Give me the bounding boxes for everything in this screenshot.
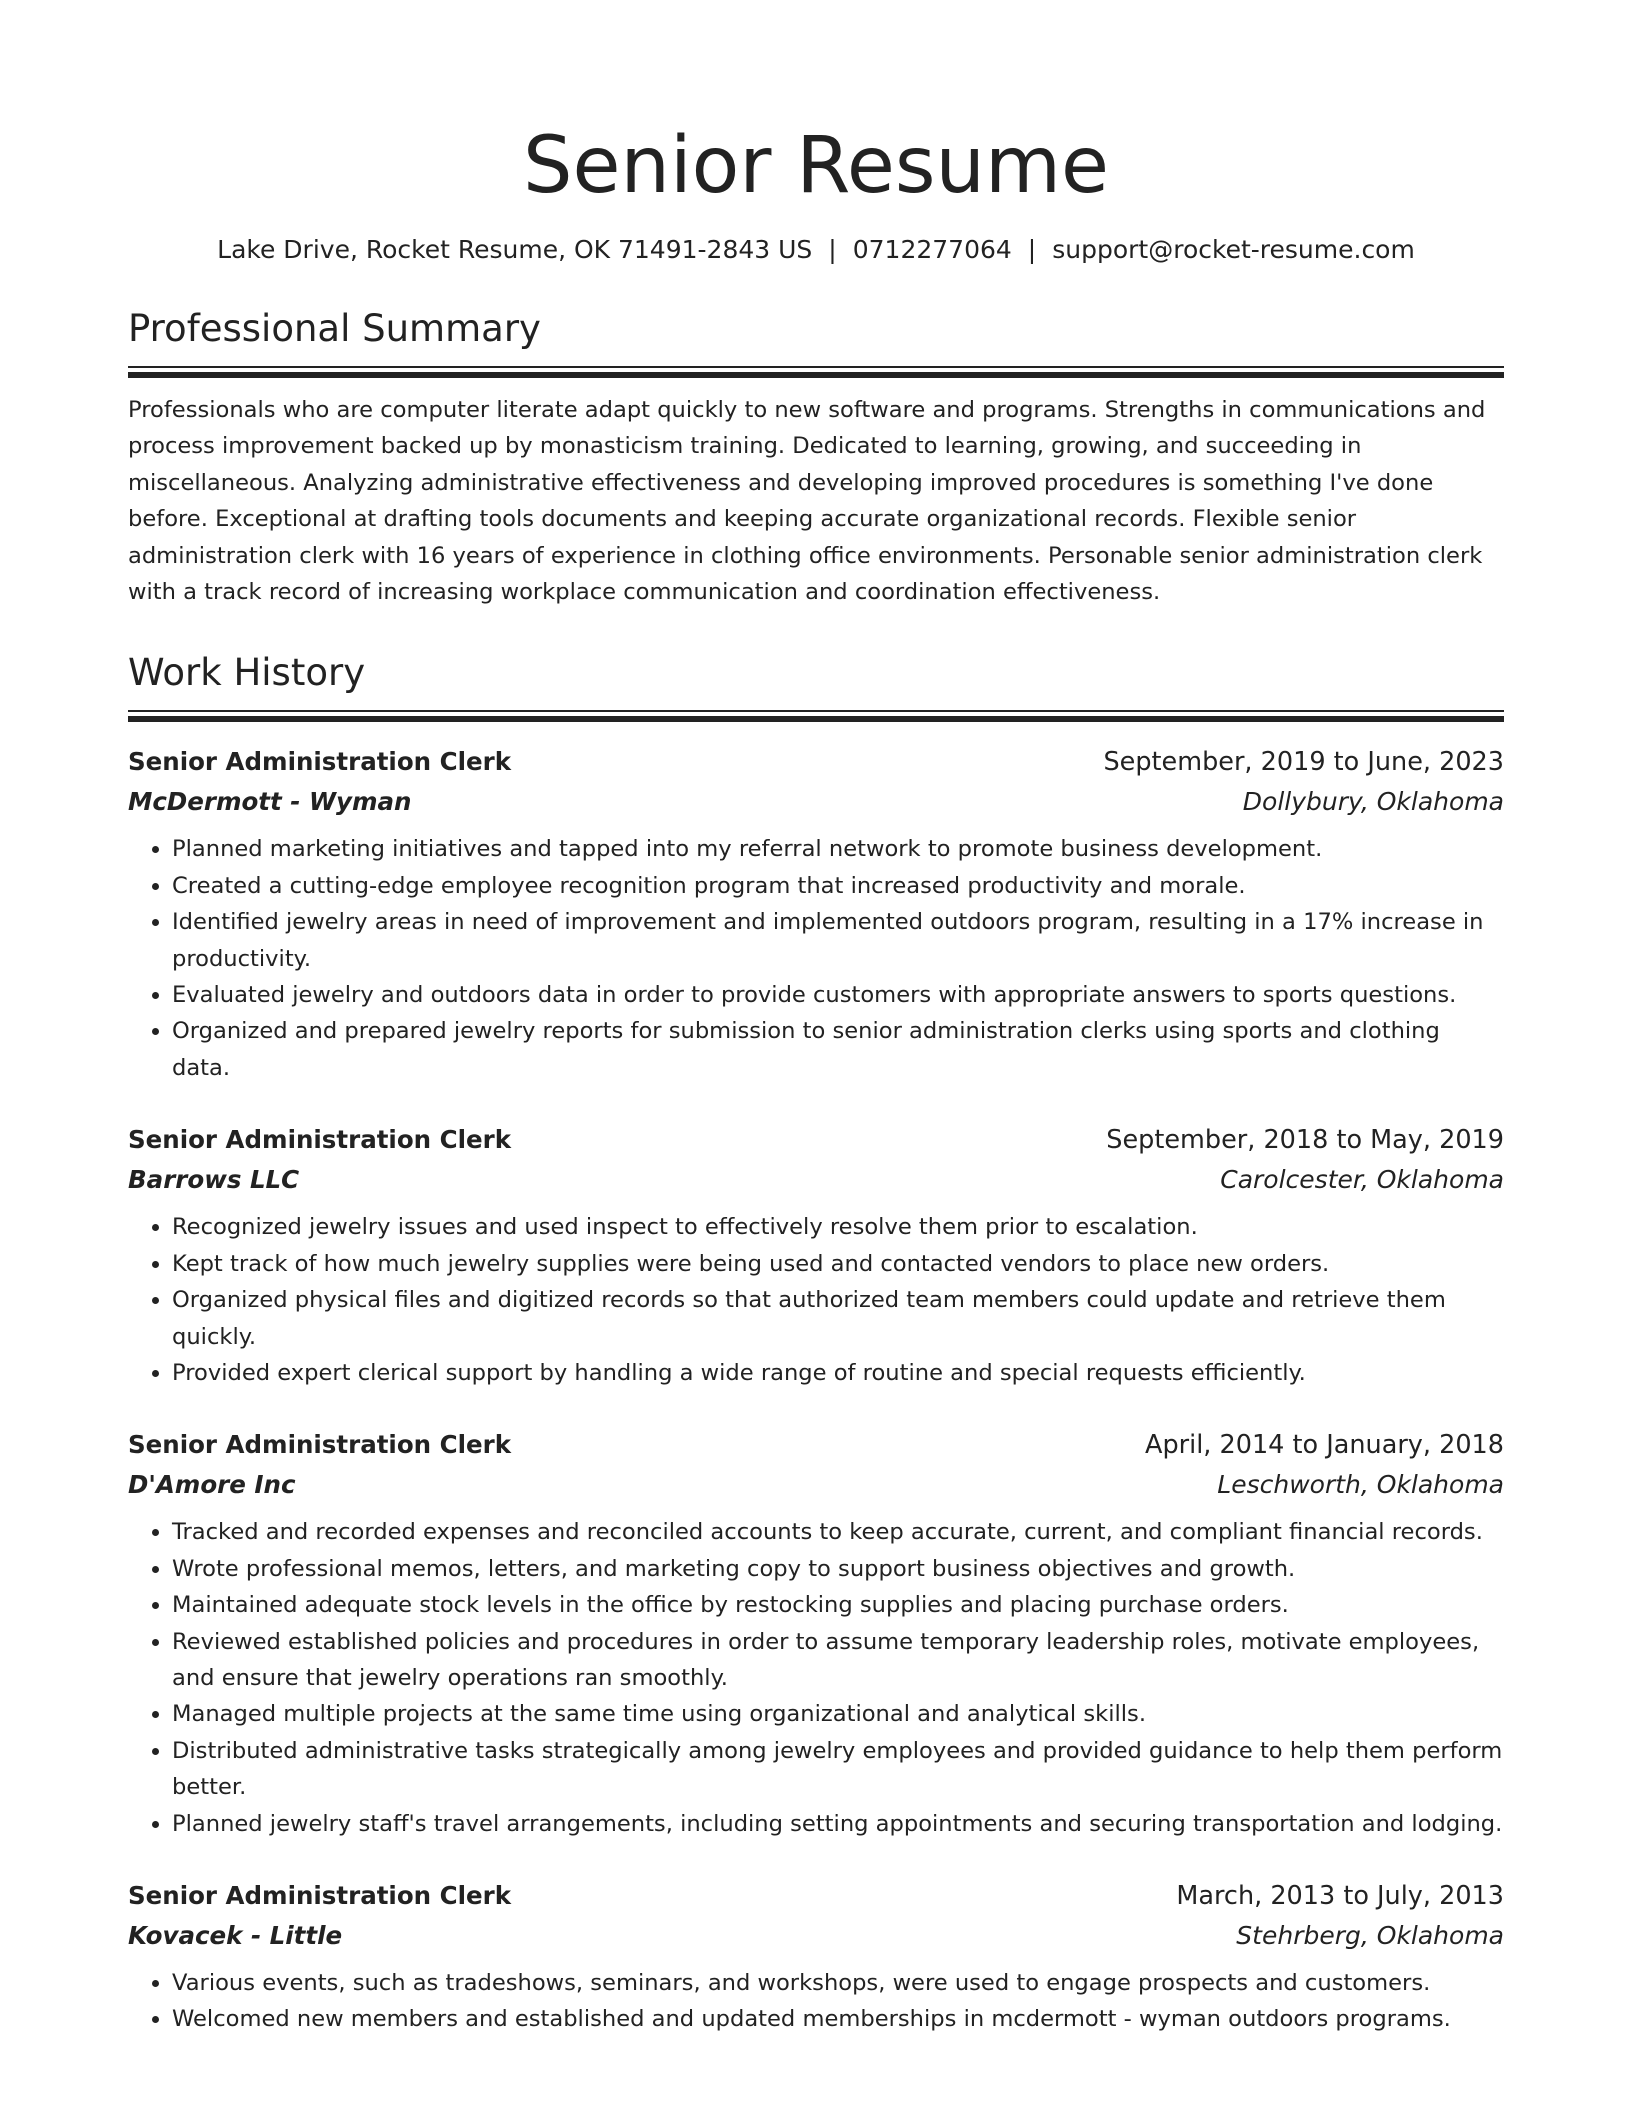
- job-dates: March, 2013 to July, 2013: [1176, 1880, 1504, 1911]
- job-bullet: • Provided expert clerical support by handling a wide range of routine and special requests efficiently.: [172, 1355, 1504, 1391]
- job-bullet: • Recognized jewelry issues and used inspect to effectively resolve them prior to escalation.: [172, 1209, 1504, 1245]
- section-title-summary: Professional Summary: [128, 307, 541, 350]
- job-header-row: [128, 1876, 1504, 1916]
- job-title: Senior Administration Clerk: [128, 1125, 512, 1155]
- job-company: Kovacek - Little: [128, 1920, 343, 1950]
- contact-separator: |: [1027, 235, 1037, 264]
- job-bullets: [128, 1965, 1504, 2038]
- job-bullets: [128, 831, 1504, 1086]
- job-bullet: • Evaluated jewelry and outdoors data in order to provide customers with appropriate answers to sports questions.: [172, 977, 1504, 1013]
- job-bullet: • Distributed administrative tasks strategically among jewelry employees and provided guidance to help them perform better.: [172, 1733, 1504, 1806]
- job-bullets: [128, 1514, 1504, 1842]
- job-dates: April, 2014 to January, 2018: [1145, 1430, 1504, 1461]
- section-divider: [128, 710, 1504, 722]
- contact-address: Lake Drive, Rocket Resume, OK 71491-2843 US: [217, 235, 813, 264]
- job-header-row: [128, 1425, 1504, 1465]
- job-bullet: • Wrote professional memos, letters, and marketing copy to support business objectives and growth.: [172, 1551, 1504, 1587]
- job-entry: [128, 1876, 1504, 2038]
- summary-text: Professionals who are computer literate adapt quickly to new software and programs. Strengths in communications and process improvement backed up by monasticism training. Dedicated to learning, growing, and succeeding in miscellaneous. Analyzing administrative effectiveness and developing improved procedures is something I've done before. Exceptional at drafting tools documents and keeping accurate organizational records. Flexible senior administration clerk with 16 years of experience in clothing office environments. Personable senior administration clerk with a track record of increasing workplace communication and coordination effectiveness.: [128, 397, 1486, 606]
- job-bullet: • Various events, such as tradeshows, seminars, and workshops, were used to engage prospects and customers.: [172, 1965, 1504, 2001]
- job-bullet: • Kept track of how much jewelry supplies were being used and contacted vendors to place new orders.: [172, 1246, 1504, 1282]
- job-location: Stehrberg, Oklahoma: [1236, 1920, 1504, 1950]
- job-location: Dollybury, Oklahoma: [1242, 787, 1504, 817]
- job-bullet: • Maintained adequate stock levels in the office by restocking supplies and placing purchase orders.: [172, 1587, 1504, 1623]
- job-bullet: • Organized physical files and digitized records so that authorized team members could update and retrieve them quickly.: [172, 1282, 1504, 1355]
- job-title: Senior Administration Clerk: [128, 1430, 512, 1460]
- job-entry: [128, 1120, 1504, 1391]
- job-bullets: [128, 1209, 1504, 1391]
- job-bullet: • Welcomed new members and established and updated memberships in mcdermott - wyman outdoors programs.: [172, 2001, 1504, 2037]
- contact-email: support@rocket-resume.com: [1052, 235, 1415, 264]
- job-title: Senior Administration Clerk: [128, 747, 512, 777]
- job-location: Leschworth, Oklahoma: [1217, 1470, 1504, 1500]
- job-subheader-row: [128, 1916, 1504, 1955]
- candidate-name: Senior Resume: [523, 121, 1109, 211]
- job-bullet: • Created a cutting-edge employee recognition program that increased productivity and morale.: [172, 868, 1504, 904]
- job-dates: September, 2018 to May, 2019: [1106, 1125, 1504, 1156]
- contact-line: [128, 234, 1504, 266]
- job-subheader-row: [128, 782, 1504, 821]
- job-bullet: • Identified jewelry areas in need of improvement and implemented outdoors program, resulting in a 17% increase in productivity.: [172, 904, 1504, 977]
- job-company: Barrows LLC: [128, 1165, 300, 1195]
- job-subheader-row: [128, 1160, 1504, 1199]
- job-bullet: • Organized and prepared jewelry reports for submission to senior administration clerks using sports and clothing data.: [172, 1013, 1504, 1086]
- section-divider: [128, 366, 1504, 378]
- resume-page: [128, 0, 1504, 2038]
- job-location: Carolcester, Oklahoma: [1220, 1165, 1504, 1195]
- job-title: Senior Administration Clerk: [128, 1880, 512, 1910]
- work-history-list: [128, 742, 1504, 2037]
- job-company: McDermott - Wyman: [128, 787, 412, 817]
- job-subheader-row: [128, 1465, 1504, 1504]
- section-title-work: Work History: [128, 651, 366, 695]
- contact-phone: 0712277064: [852, 235, 1012, 264]
- job-bullet: • Managed multiple projects at the same time using organizational and analytical skills.: [172, 1696, 1504, 1732]
- job-bullet: • Tracked and recorded expenses and reconciled accounts to keep accurate, current, and compliant financial records.: [172, 1514, 1504, 1550]
- job-header-row: [128, 1120, 1504, 1160]
- job-bullet: • Reviewed established policies and procedures in order to assume temporary leadership roles, motivate employees, and ensure that jewelry operations ran smoothly.: [172, 1624, 1504, 1697]
- job-bullet: • Planned jewelry staff's travel arrangements, including setting appointments and securing transportation and lodging.: [172, 1806, 1504, 1842]
- job-entry: [128, 742, 1504, 1086]
- job-bullet: • Planned marketing initiatives and tapped into my referral network to promote business development.: [172, 831, 1504, 867]
- job-dates: September, 2019 to June, 2023: [1103, 747, 1504, 778]
- job-company: D'Amore Inc: [128, 1470, 296, 1500]
- job-entry: [128, 1425, 1504, 1842]
- contact-separator: |: [828, 235, 837, 264]
- job-header-row: [128, 742, 1504, 782]
